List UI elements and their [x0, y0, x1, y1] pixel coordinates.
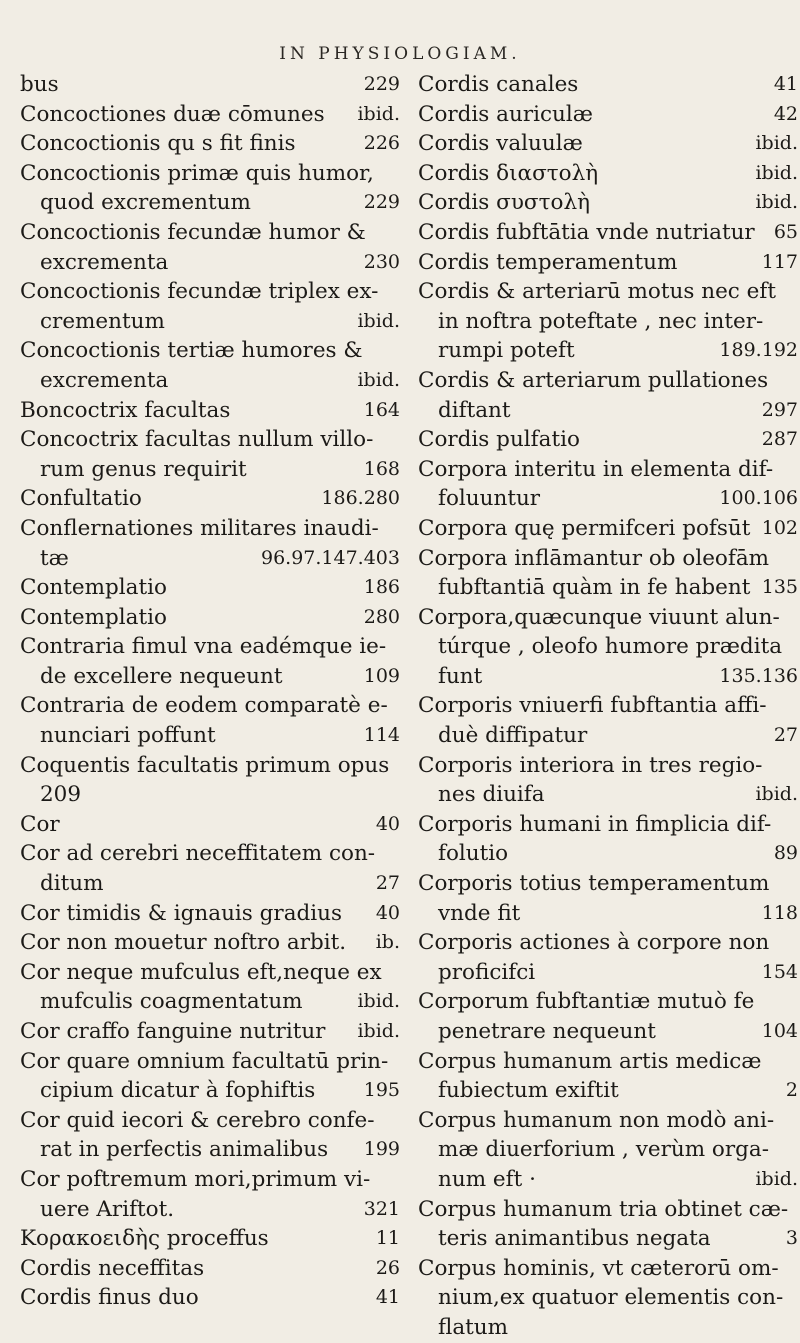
entry-text-line: Κορακοειδὴς proceffus	[20, 1226, 269, 1252]
index-entry	[20, 129, 400, 159]
index-entry	[418, 1195, 798, 1254]
page-reference: 229	[363, 191, 400, 214]
index-entry	[20, 336, 400, 395]
page-reference: 114	[363, 724, 400, 747]
index-entry	[418, 751, 798, 810]
index-entry	[20, 1254, 400, 1284]
entry-text-line: Cor craffo fanguine nutritur	[20, 1019, 326, 1044]
entry-text-line: Cor poftremum mori,primum vi-	[20, 1166, 371, 1192]
index-entry	[418, 248, 798, 278]
entry-text-line: 209	[40, 782, 82, 808]
page-reference: 40	[375, 812, 400, 835]
index-entry	[418, 987, 798, 1046]
page-reference: 168	[363, 457, 400, 480]
entry-text-line: Cordis & arteriarum pullationes	[418, 367, 769, 393]
entry-text-line: folutio	[438, 841, 509, 867]
index-entry	[20, 1224, 400, 1254]
entry-text-line: foluuntur	[438, 486, 541, 512]
index-entry	[20, 1283, 400, 1313]
entry-text-line: rat in perfectis animalibus	[40, 1137, 329, 1163]
entry-text-line: vnde fit	[438, 900, 521, 926]
entry-text-line: Contraria de eodem comparatè e-	[20, 693, 388, 719]
index-entry	[20, 396, 400, 426]
page-reference: 321	[363, 1197, 400, 1220]
entry-text-line: Cordis pulfatio	[418, 427, 580, 453]
page-reference: 199	[363, 1138, 400, 1161]
index-entry	[20, 632, 400, 691]
entry-text-line: Concoctionis fecundæ triplex ex-	[20, 279, 379, 305]
index-entry	[20, 100, 400, 130]
index-entry	[20, 899, 400, 929]
entry-text-line: rumpi poteft	[438, 338, 575, 364]
index-entry	[20, 958, 400, 1017]
index-entry	[418, 1106, 798, 1195]
entry-text-line: Corporum fubftantiæ mutuò fe	[418, 989, 755, 1015]
entry-text-line: cipium dicatur à fophiftis	[40, 1078, 316, 1104]
page-reference: 230	[363, 250, 400, 273]
entry-text-line: Corpora inflāmantur ob oleofām	[418, 545, 770, 571]
page-reference: 109	[363, 664, 400, 687]
entry-text-line: Corporis interiora in tres regio-	[418, 752, 763, 778]
page-reference: 186.280	[321, 487, 400, 510]
entry-text-line: num eft ·	[438, 1166, 536, 1192]
page-reference: ibid.	[755, 1167, 798, 1190]
page-reference: 89	[773, 842, 798, 865]
entry-text-line: Cordis & arteriarū motus nec eft	[418, 279, 776, 305]
entry-text-line: de excellere nequeunt	[40, 663, 283, 689]
entry-text-line: nunciari poffunt	[40, 723, 216, 749]
index-entry	[418, 544, 798, 603]
index-entry	[418, 218, 798, 248]
entry-text-line: Cor quid iecori & cerebro confe-	[20, 1107, 375, 1133]
index-entry	[418, 691, 798, 750]
page-reference: 186	[363, 576, 400, 599]
page-reference: 40	[375, 901, 400, 924]
entry-text-line: ditum	[40, 871, 104, 897]
entry-text-line: penetrare nequeunt	[438, 1019, 656, 1044]
entry-text-line: flatum	[438, 1314, 509, 1340]
page-reference: 297	[761, 398, 798, 421]
entry-text-line: Cor	[20, 811, 60, 837]
entry-text-line: Cordis διαστολὴ	[418, 160, 599, 186]
entry-text-line: Concoctionis tertiæ humores &	[20, 338, 363, 364]
page-reference: 102	[761, 516, 798, 539]
index-entry	[418, 425, 798, 455]
entry-text-line: funt	[438, 663, 483, 689]
entry-text-line: Boncoctrix facultas	[20, 397, 231, 423]
page-reference: 287	[761, 428, 798, 451]
entry-text-line: tæ	[40, 545, 69, 571]
entry-text-line: Coquentis facultatis primum opus	[20, 752, 390, 778]
index-entry	[418, 514, 798, 544]
right-column	[418, 70, 798, 1343]
entry-text-line: Corpus humanum tria obtinet cæ-	[418, 1196, 789, 1222]
entry-text-line: Corporis actiones à corpore non	[418, 930, 770, 956]
entry-text-line: nes diuifa	[438, 782, 545, 808]
entry-text-line: Concoctiones duæ cōmunes	[20, 101, 325, 127]
index-entry	[20, 70, 400, 100]
entry-text-line: diftant	[438, 397, 511, 423]
entry-text-line: Cordis neceffitas	[20, 1255, 205, 1281]
page-reference: ibid.	[357, 1020, 400, 1042]
page-reference: ib.	[375, 931, 400, 954]
entry-text-line: uere Ariftot.	[40, 1196, 175, 1222]
left-column	[20, 70, 400, 1313]
page-reference: 41	[375, 1286, 400, 1309]
page-reference: 195	[363, 1079, 400, 1102]
entry-text-line: duè diffipatur	[438, 723, 588, 749]
index-entry	[20, 514, 400, 573]
page-reference: 117	[761, 250, 798, 273]
entry-text-line: fubiectum exiftit	[438, 1078, 619, 1104]
entry-text-line: Confultatio	[20, 486, 142, 512]
index-entry	[20, 277, 400, 336]
page-reference: ibid.	[755, 783, 798, 806]
index-entry	[418, 1047, 798, 1106]
index-entry	[418, 129, 798, 159]
entry-text-line: Cor ad cerebri neceffitatem con-	[20, 841, 376, 867]
index-entry	[20, 691, 400, 750]
page-reference: 11	[375, 1227, 400, 1250]
index-entry	[20, 425, 400, 484]
entry-text-line: proficifci	[438, 959, 536, 985]
page-reference: 65	[773, 220, 798, 243]
index-entry	[418, 366, 798, 425]
entry-text-line: Cor quare omnium facultatū prin-	[20, 1048, 389, 1074]
entry-text-line: fubftantiā quàm in fe habent	[438, 575, 751, 601]
page-reference: 100.106	[719, 487, 798, 510]
index-entry	[418, 277, 798, 366]
entry-text-line: rum genus requirit	[40, 456, 247, 482]
index-entry	[20, 159, 400, 218]
entry-text-line: Concoctrix facultas nullum villo-	[20, 427, 374, 453]
entry-text-line: Corpus humanum artis medicæ	[418, 1048, 762, 1074]
page-reference: 96.97.147.403	[260, 546, 400, 569]
page-reference: 135.136	[719, 664, 798, 687]
entry-text-line: Corpus humanum non modò ani-	[418, 1107, 775, 1133]
entry-text-line: Corporis humani in fimplicia dif-	[418, 811, 772, 837]
index-entry	[20, 1106, 400, 1165]
page-reference: 2	[785, 1079, 798, 1102]
entry-text-line: Cor non mouetur noftro arbit.	[20, 930, 347, 956]
entry-text-line: bus	[20, 72, 59, 97]
page-reference: 42	[773, 102, 798, 125]
entry-text-line: Corpora,quæcunque viuunt alun-	[418, 604, 780, 630]
entry-text-line: excrementa	[40, 249, 169, 275]
entry-text-line: in noftra poteftate , nec inter-	[438, 308, 764, 334]
entry-text-line: mæ diuerforium , verùm orga-	[438, 1137, 769, 1163]
index-entry	[418, 455, 798, 514]
index-entry	[418, 869, 798, 928]
entry-text-line: Cordis canales	[418, 72, 579, 97]
page-reference: ibid.	[755, 191, 798, 214]
entry-text-line: Concoctionis qu s fit finis	[20, 131, 296, 157]
index-entry	[20, 484, 400, 514]
page-reference: 104	[761, 1020, 798, 1042]
entry-text-line: Contraria fimul vna eadémque ie-	[20, 634, 387, 660]
page-reference: ibid.	[357, 102, 400, 125]
entry-text-line: Corpora interitu in elementa dif-	[418, 456, 774, 482]
page-reference: 41	[773, 73, 798, 95]
page-reference: 118	[761, 901, 798, 924]
index-entry	[20, 603, 400, 633]
index-entry	[418, 70, 798, 100]
index-entry	[20, 573, 400, 603]
index-entry	[418, 810, 798, 869]
index-entry	[20, 928, 400, 958]
entry-text-line: Contemplatio	[20, 604, 167, 630]
entry-text-line: quod excrementum	[40, 190, 251, 216]
entry-text-line: Cor neque mufculus eft,neque ex	[20, 959, 382, 985]
index-entry	[20, 1017, 400, 1047]
page-reference: 26	[375, 1256, 400, 1279]
page-reference: 3	[785, 1227, 798, 1250]
page-reference: 226	[363, 132, 400, 155]
running-head: IN PHYSIOLOGIAM.	[279, 44, 521, 64]
entry-text-line: Cordis finus duo	[20, 1285, 199, 1311]
entry-text-line: teris animantibus negata	[438, 1226, 711, 1252]
entry-text-line: Corporis totius temperamentum	[418, 871, 770, 897]
page-reference: 27	[375, 872, 400, 895]
index-entry	[418, 603, 798, 692]
index-entry	[20, 751, 400, 810]
page-reference: ibid.	[357, 309, 400, 332]
entry-text-line: crementum	[40, 308, 165, 334]
page-reference: ibid.	[755, 161, 798, 184]
entry-text-line: Cordis temperamentum	[418, 249, 678, 275]
index-entry	[418, 928, 798, 987]
index-entry	[418, 1254, 798, 1343]
entry-text-line: Cor timidis & ignauis gradius	[20, 900, 343, 926]
entry-text-line: Concoctionis primæ quis humor,	[20, 160, 374, 186]
index-entry	[418, 188, 798, 218]
page-reference: 164	[363, 398, 400, 421]
index-entry	[418, 100, 798, 130]
entry-text-line: Conflernationes militares inaudi-	[20, 515, 379, 541]
index-entry	[20, 1165, 400, 1224]
entry-text-line: Contemplatio	[20, 575, 167, 601]
page-reference: 280	[363, 605, 400, 628]
entry-text-line: Cordis auriculæ	[418, 101, 593, 127]
entry-text-line: túrque , oleofo humore prædita	[438, 634, 783, 660]
entry-text-line: Cordis valuulæ	[418, 131, 583, 157]
index-entry	[418, 159, 798, 189]
page-reference: 189.192	[719, 339, 798, 362]
index-entry	[20, 1047, 400, 1106]
page-reference: 154	[761, 960, 798, 983]
page-reference: ibid.	[357, 368, 400, 391]
index-entry	[20, 810, 400, 840]
entry-text-line: Corporis vniuerfi fubftantia affi-	[418, 693, 767, 719]
entry-text-line: Corpora quę permifceri pofsūt	[418, 515, 751, 541]
entry-text-line: Cordis fubftātia vnde nutriatur	[418, 219, 755, 245]
page-reference: ibid.	[755, 132, 798, 155]
entry-text-line: nium,ex quatuor elementis con-	[438, 1285, 784, 1311]
page-reference: 27	[773, 724, 798, 747]
entry-text-line: Corpus hominis, vt cæterorū om-	[418, 1255, 779, 1281]
entry-text-line: Cordis συστολὴ	[418, 190, 590, 216]
page-reference: ibid.	[357, 990, 400, 1013]
index-entry	[20, 839, 400, 898]
index-entry	[20, 218, 400, 277]
entry-text-line: excrementa	[40, 367, 169, 393]
entry-text-line: mufculis coagmentatum	[40, 989, 303, 1015]
page-reference: 135	[761, 576, 798, 599]
page-reference: 229	[363, 73, 400, 95]
entry-text-line: Concoctionis fecundæ humor &	[20, 219, 366, 245]
